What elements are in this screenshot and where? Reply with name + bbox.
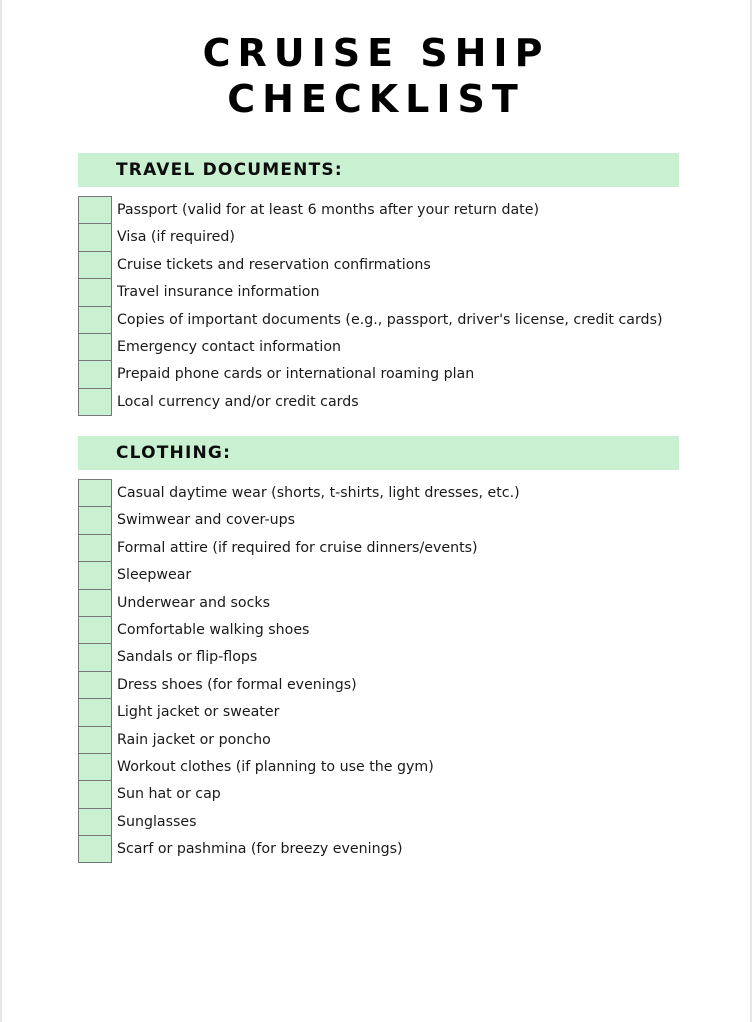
checkbox[interactable]: [78, 278, 112, 306]
checkbox[interactable]: [78, 808, 112, 836]
checkbox[interactable]: [78, 506, 112, 534]
item-label: Light jacket or sweater: [117, 704, 280, 721]
item-label: Sandals or flip-flops: [117, 649, 258, 666]
item-label: Cruise tickets and reservation confirmations: [117, 256, 431, 273]
checkbox[interactable]: [78, 753, 112, 781]
page-title-line-2: CHECKLIST: [227, 77, 525, 121]
section-heading: CLOTHING:: [116, 443, 232, 463]
checkbox[interactable]: [78, 726, 112, 754]
checkbox[interactable]: [78, 835, 112, 863]
checkbox[interactable]: [78, 251, 112, 279]
checkbox[interactable]: [78, 780, 112, 808]
checkbox[interactable]: [78, 698, 112, 726]
checkbox[interactable]: [78, 306, 112, 334]
item-label: Formal attire (if required for cruise dinners/events): [117, 539, 478, 556]
page-title: [0, 30, 752, 122]
checkbox[interactable]: [78, 360, 112, 388]
section-header-travel-documents: [78, 153, 679, 187]
item-label: Underwear and socks: [117, 594, 270, 611]
item-label: Dress shoes (for formal evenings): [117, 676, 357, 693]
item-label: Passport (valid for at least 6 months after your return date): [117, 202, 540, 218]
checkbox[interactable]: [78, 534, 112, 562]
checkbox[interactable]: [78, 196, 112, 224]
checkbox[interactable]: [78, 671, 112, 699]
checkbox[interactable]: [78, 388, 112, 416]
item-label: Scarf or pashmina (for breezy evenings): [117, 841, 403, 858]
item-label: Copies of important documents (e.g., passport, driver's license, credit cards): [117, 311, 663, 328]
checkbox[interactable]: [78, 616, 112, 644]
item-label: Sun hat or cap: [117, 786, 221, 803]
section-heading: TRAVEL DOCUMENTS:: [116, 160, 343, 180]
checkbox[interactable]: [78, 479, 112, 507]
page-edge-left: [0, 0, 2, 1022]
item-label: Comfortable walking shoes: [117, 621, 310, 638]
item-label: Workout clothes (if planning to use the gym): [117, 758, 434, 775]
item-label: Sunglasses: [117, 813, 197, 830]
checkbox[interactable]: [78, 333, 112, 361]
checkbox[interactable]: [78, 223, 112, 251]
item-label: Emergency contact information: [117, 338, 342, 355]
item-label: Sleepwear: [117, 567, 192, 584]
item-label: Casual daytime wear (shorts, t-shirts, light dresses, etc.): [117, 485, 520, 501]
checkbox[interactable]: [78, 643, 112, 671]
page-title-line-1: CRUISE SHIP: [202, 31, 550, 75]
checkbox[interactable]: [78, 561, 112, 589]
section-header-clothing: [78, 436, 679, 470]
item-label: Local currency and/or credit cards: [117, 393, 359, 410]
item-label: Rain jacket or poncho: [117, 731, 271, 748]
item-label: Travel insurance information: [117, 284, 320, 301]
item-label: Visa (if required): [117, 229, 235, 246]
item-label: Swimwear and cover-ups: [117, 512, 295, 529]
checkbox[interactable]: [78, 589, 112, 617]
item-label: Prepaid phone cards or international roaming plan: [117, 366, 475, 383]
